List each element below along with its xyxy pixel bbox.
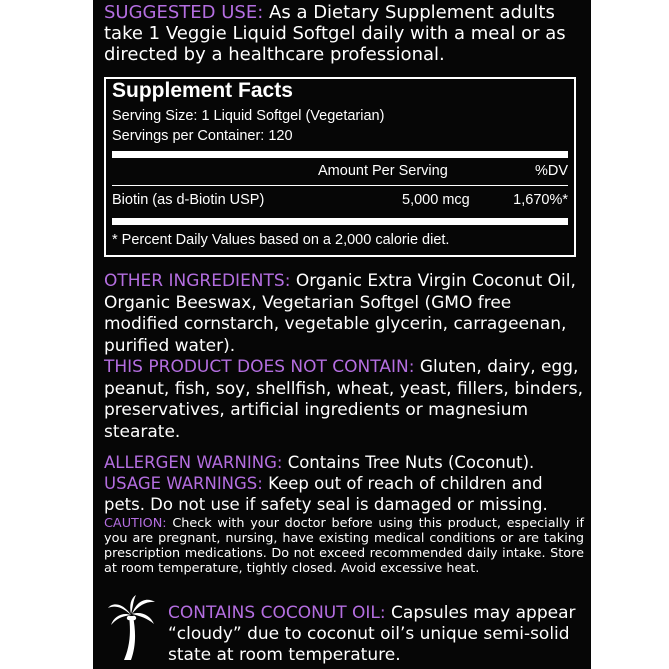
other-ingredients-text: Organic Extra Virgin Coconut Oil, Organic Beeswax, Vegetarian Softgel (GMO free modified cornstarch, vegetable glycerin, carrageenan, purified water). [104,271,576,356]
does-not-contain-text: Gluten, dairy, egg, peanut, fish, soy, shellfish, wheat, yeast, fillers, binders, preservatives, artificial ingredients or magnesium stearate. [104,357,583,442]
other-ingredients-heading: OTHER INGREDIENTS: [104,271,291,291]
caution-text: Check with your doctor before using this product, especially if you are pregnant, nursing, have existing medical conditions or are taking prescription medications. Do not exceed recommended daily intake. Store at room temperature, tightly closed. Avoid excessive heat. [104,516,584,576]
suggested-use-heading: SUGGESTED USE: [104,2,264,23]
allergen-text: Contains Tree Nuts (Coconut). [287,453,535,472]
allergen-heading: ALLERGEN WARNING: [104,453,283,472]
facts-divider-thin [112,185,568,186]
facts-divider-bottom [112,218,568,225]
warnings-section [104,452,584,515]
ingredients-section [104,271,584,443]
usage-warnings-text: Keep out of reach of children and pets. Do not use if safety seal is damaged or missing. [104,474,548,514]
caution-heading: CAUTION: [104,516,167,531]
caution-section [104,516,584,576]
serving-size: Serving Size: 1 Liquid Softgel (Vegetarian) [112,108,385,124]
suggested-use-text: As a Dietary Supplement adults take 1 Veggie Liquid Softgel daily with a meal or as directed by a healthcare professional. [104,2,566,65]
nutrient-amount: 5,000 mcg [402,192,470,208]
supplement-facts-panel [104,77,576,257]
coconut-oil-note [168,603,578,666]
nutrient-dv: 1,670%* [513,192,568,208]
column-dv: %DV [534,163,568,179]
servings-per-container: Servings per Container: 120 [112,128,293,144]
nutrient-name: Biotin (as d-Biotin USP) [112,192,265,208]
coconut-text: Capsules may appear “cloudy” due to coconut oil’s unique semi-solid state at room temperature. [168,603,576,665]
facts-divider-thick [112,151,568,158]
facts-footnote: * Percent Daily Values based on a 2,000 calorie diet. [112,232,450,248]
usage-warnings-heading: USAGE WARNINGS: [104,474,263,493]
suggested-use [104,2,584,65]
supplement-label [93,0,591,669]
coconut-heading: CONTAINS COCONUT OIL: [168,603,386,623]
palm-tree-icon [107,594,157,662]
column-amount: Amount Per Serving [318,163,448,179]
does-not-contain-heading: THIS PRODUCT DOES NOT CONTAIN: [104,357,415,377]
facts-title: Supplement Facts [112,79,293,102]
